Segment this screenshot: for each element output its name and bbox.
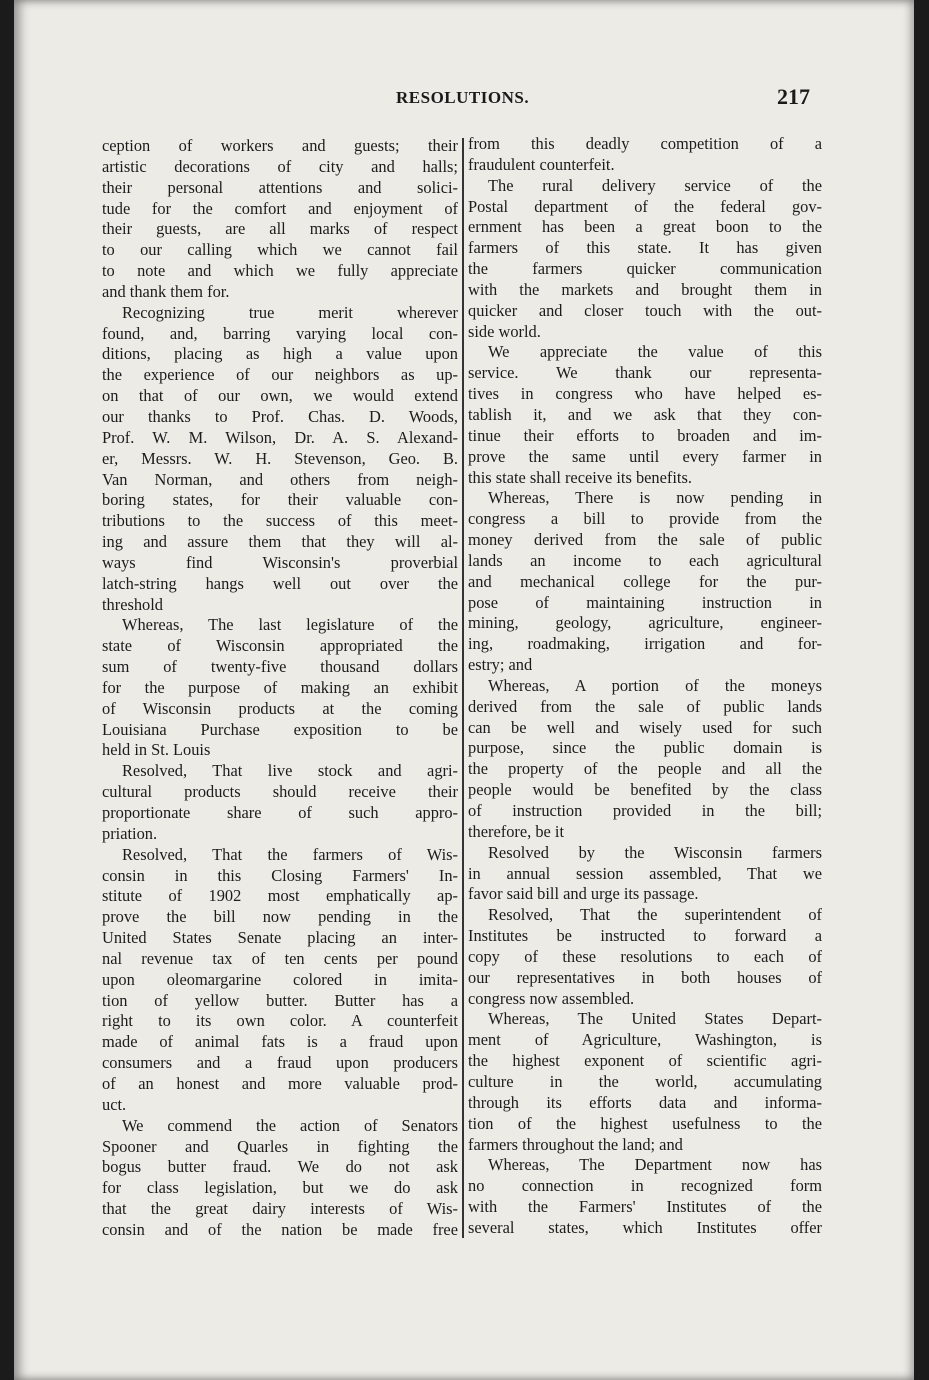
text-line: Resolved by the Wisconsin farmers	[488, 842, 822, 862]
page-number: 217	[777, 84, 810, 109]
text-line: consin and of the nation be made free	[102, 1219, 458, 1239]
text-line: with the Farmers' Institutes of the	[468, 1197, 822, 1217]
text-line: consin in this Closing Farmers' In-	[102, 865, 458, 885]
text-line: sum of twenty-five thousand dollars	[102, 657, 458, 677]
text-line: our thanks to Prof. Chas. D. Woods,	[102, 406, 458, 426]
text-line: fraudulent counterfeit.	[468, 154, 615, 174]
text-line: Prof. W. M. Wilson, Dr. A. S. Alexand-	[102, 427, 458, 447]
text-line: no connection in recognized form	[468, 1176, 822, 1196]
text-line: cultural products should receive their	[102, 782, 458, 802]
text-line: their personal attentions and solici-	[102, 177, 458, 197]
left-text-column	[102, 136, 458, 1241]
text-line: several states, which Institutes offer	[468, 1217, 822, 1237]
text-line: tablish it, and we ask that they con-	[468, 404, 822, 424]
text-line: estry; and	[468, 655, 533, 675]
text-line: boring states, for their valuable con-	[102, 490, 458, 510]
text-line: this state shall receive its benefits.	[468, 467, 692, 487]
text-line: ways find Wisconsin's proverbial	[102, 552, 458, 572]
text-line: Postal department of the federal gov-	[468, 196, 822, 216]
text-line: tributions to the success of this meet-	[102, 511, 458, 531]
text-line: to note and which we fully appreciate	[102, 261, 458, 281]
text-line: consumers and a fraud upon producers	[102, 1053, 458, 1073]
text-line: Resolved, That live stock and agri-	[122, 761, 458, 781]
text-line: Whereas, There is now pending in	[488, 488, 822, 508]
text-line: tion of the highest usefulness to the	[468, 1113, 822, 1133]
text-line: farmers of this state. It has given	[468, 238, 822, 258]
text-line: the experience of our neighbors as up-	[102, 365, 458, 385]
text-line: tion of yellow butter. Butter has a	[102, 990, 458, 1010]
text-line: er, Messrs. W. H. Stevenson, Geo. B.	[102, 448, 458, 468]
text-line: uct.	[102, 1094, 127, 1114]
text-line: congress now assembled.	[468, 988, 635, 1008]
text-line: lands an income to each agricultural	[468, 550, 822, 570]
text-line: of an honest and more valuable prod-	[102, 1073, 458, 1093]
text-line: found, and, barring varying local con-	[102, 323, 458, 343]
text-line: derived from the sale of public lands	[468, 696, 822, 716]
right-text-column	[468, 134, 822, 1239]
text-line: that the great dairy interests of Wis-	[102, 1199, 458, 1219]
text-line: purpose, since the public domain is	[468, 738, 822, 758]
text-line: farmers throughout the land; and	[468, 1134, 683, 1154]
text-line: the property of the people and all the	[468, 759, 822, 779]
text-line: stitute of 1902 most emphatically ap-	[102, 886, 458, 906]
text-line: artistic decorations of city and halls;	[102, 156, 458, 176]
text-line: the farmers quicker communication	[468, 259, 822, 279]
text-line: our representatives in both houses of	[468, 967, 822, 987]
text-line: Whereas, The Department now has	[488, 1155, 822, 1175]
text-line: to our calling which we cannot fail	[102, 240, 458, 260]
text-line: mining, geology, agriculture, engineer-	[468, 613, 822, 633]
text-line: tives in congress who have helped es-	[468, 384, 822, 404]
text-line: people would be benefited by the class	[468, 780, 822, 800]
text-line: ing, roadmaking, irrigation and for-	[468, 634, 822, 654]
text-line: the highest exponent of scientific agri-	[468, 1051, 822, 1071]
text-line: Louisiana Purchase exposition to be	[102, 719, 458, 739]
text-line: made of animal fats is a fraud upon	[102, 1032, 458, 1052]
text-line: latch-string hangs well out over the	[102, 573, 458, 593]
running-head: RESOLUTIONS.	[396, 88, 530, 107]
text-line: money derived from the sale of public	[468, 530, 822, 550]
text-line: ing and assure them that they will al-	[102, 532, 458, 552]
text-line: through its efforts data and informa-	[468, 1092, 822, 1112]
text-line: Institutes be instructed to forward a	[468, 926, 822, 946]
text-line: prove the bill now pending in the	[102, 907, 458, 927]
page-header	[14, 86, 914, 116]
text-line: favor said bill and urge its passage.	[468, 884, 699, 904]
text-line: ernment has been a great boon to the	[468, 217, 822, 237]
book-page	[14, 0, 914, 1380]
text-line: state of Wisconsin appropriated the	[102, 636, 458, 656]
text-line: copy of these resolutions to each of	[468, 946, 822, 966]
text-line: Spooner and Quarles in fighting the	[102, 1136, 458, 1156]
text-line: upon oleomargarine colored in imita-	[102, 969, 458, 989]
text-line: congress a bill to provide from the	[468, 509, 822, 529]
text-line: prove the same until every farmer in	[468, 446, 822, 466]
text-line: of instruction provided in the bill;	[468, 801, 822, 820]
text-line: in annual session assembled, That we	[468, 863, 822, 883]
text-line: We appreciate the value of this	[488, 342, 822, 362]
text-line: ception of workers and guests; their	[102, 136, 458, 155]
text-line: ditions, placing as high a value upon	[102, 344, 458, 364]
text-line: Whereas, A portion of the moneys	[488, 675, 822, 695]
text-line: nal revenue tax of ten cents per pound	[102, 948, 458, 968]
column-divider	[462, 138, 464, 1238]
text-line: culture in the world, accumulating	[468, 1071, 822, 1091]
text-line: tude for the comfort and enjoyment of	[102, 198, 458, 218]
text-line: ment of Agriculture, Washington, is	[468, 1030, 822, 1050]
text-line: can be well and wisely used for such	[468, 717, 822, 737]
text-line: Whereas, The United States Depart-	[488, 1009, 822, 1029]
text-line: tinue their efforts to broaden and im-	[468, 425, 822, 445]
text-line: We commend the action of Senators	[122, 1115, 458, 1135]
text-line: threshold	[102, 594, 164, 614]
text-line: of Wisconsin products at the coming	[102, 698, 458, 718]
text-line: Van Norman, and others from neigh-	[102, 469, 458, 489]
text-line: from this deadly competition of a	[468, 134, 822, 153]
text-line: Resolved, That the farmers of Wis-	[122, 844, 458, 864]
text-line: and thank them for.	[102, 281, 230, 301]
text-line: and mechanical college for the pur-	[468, 571, 822, 591]
text-line: for class legislation, but we do ask	[102, 1178, 458, 1198]
text-line: pose of maintaining instruction in	[468, 592, 822, 612]
text-line: for the purpose of making an exhibit	[102, 677, 458, 697]
text-line: Resolved, That the superintendent of	[488, 905, 822, 925]
text-line: proportionate share of such appro-	[102, 803, 458, 822]
text-line: on that of our own, we would extend	[102, 386, 458, 406]
text-line: Recognizing true merit wherever	[122, 302, 458, 322]
text-line: held in St. Louis	[102, 740, 211, 760]
text-line: United States Senate placing an inter-	[102, 928, 458, 948]
text-line: with the markets and brought them in	[468, 279, 822, 299]
text-line: right to its own color. A counterfeit	[102, 1011, 458, 1031]
text-line: therefore, be it	[468, 821, 565, 841]
text-line: service. We thank our representa-	[468, 363, 822, 383]
text-line: priation.	[102, 823, 158, 843]
text-line: The rural delivery service of the	[488, 175, 822, 195]
text-line: quicker and closer touch with the out-	[468, 300, 822, 320]
text-line: bogus butter fraud. We do not ask	[102, 1157, 458, 1177]
text-line: Whereas, The last legislature of the	[122, 615, 458, 635]
text-line: side world.	[468, 321, 541, 341]
text-line: their guests, are all marks of respect	[102, 219, 458, 239]
